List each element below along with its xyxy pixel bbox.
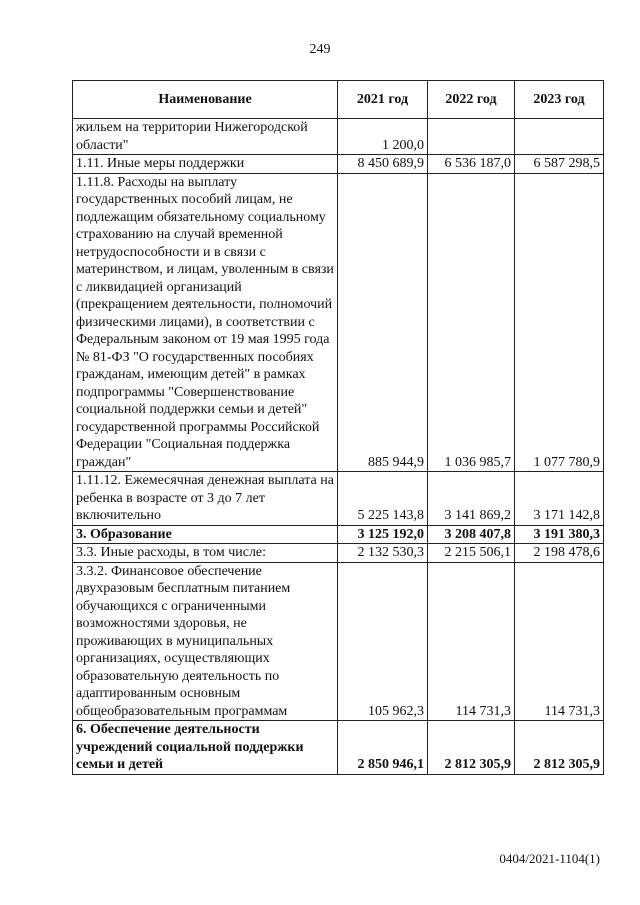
value-2021: 885 944,9 bbox=[338, 173, 428, 472]
value-2023: 3 171 142,8 bbox=[515, 472, 604, 526]
value-2023: 2 198 478,6 bbox=[515, 544, 604, 563]
table-row-section bbox=[73, 525, 604, 544]
value-2023: 114 731,3 bbox=[515, 562, 604, 721]
value-2021: 8 450 689,9 bbox=[338, 155, 428, 174]
row-name: 3.3. Иные расходы, в том числе: bbox=[73, 544, 338, 563]
value-2021: 2 132 530,3 bbox=[338, 544, 428, 563]
page-number: 249 bbox=[309, 42, 331, 57]
value-2021: 105 962,3 bbox=[338, 562, 428, 721]
table-row bbox=[73, 155, 604, 174]
value-2022: 114 731,3 bbox=[428, 562, 515, 721]
row-name: 1.11.8. Расходы на выплату государственных пособий лицам, не подлежащим обязательному социальному страхованию на случай временной нетрудоспособности и в связи с материнством, и лицам, уволенным в связи с ликвидацией организаций (прекращением деятельности, полномочий физическими лицами), в соответствии с Федеральным законом от 19 мая 1995 года № 81-ФЗ "О государственных пособиях гражданам, имеющим детей" в рамках подпрограммы "Совершенствование социальной поддержки семьи и детей" государственной программы Российской Федерации "Социальная поддержка граждан" bbox=[73, 173, 338, 472]
value-2023: 1 077 780,9 bbox=[515, 173, 604, 472]
header-2021: 2021 год bbox=[338, 81, 428, 119]
value-2021: 5 225 143,8 bbox=[338, 472, 428, 526]
value-2021: 3 125 192,0 bbox=[338, 525, 428, 544]
row-name: жильем на территории Нижегородской области" bbox=[73, 119, 338, 155]
table-row bbox=[73, 544, 604, 563]
row-name: 1.11.12. Ежемесячная денежная выплата на ребенка в возрасте от 3 до 7 лет включительно bbox=[73, 472, 338, 526]
value-2023: 3 191 380,3 bbox=[515, 525, 604, 544]
row-name: 3. Образование bbox=[73, 525, 338, 544]
value-2022: 1 036 985,7 bbox=[428, 173, 515, 472]
value-2022: 3 208 407,8 bbox=[428, 525, 515, 544]
table-row bbox=[73, 173, 604, 472]
value-2021: 2 850 946,1 bbox=[338, 721, 428, 775]
row-name: 6. Обеспечение деятельности учреждений социальной поддержки семьи и детей bbox=[73, 721, 338, 775]
header-name: Наименование bbox=[73, 81, 338, 119]
table-row-section bbox=[73, 721, 604, 775]
value-2023: 2 812 305,9 bbox=[515, 721, 604, 775]
value-2022: 6 536 187,0 bbox=[428, 155, 515, 174]
table-header-row bbox=[73, 81, 604, 119]
table-row bbox=[73, 562, 604, 721]
budget-table bbox=[72, 80, 604, 775]
table-row bbox=[73, 472, 604, 526]
row-name: 1.11. Иные меры поддержки bbox=[73, 155, 338, 174]
header-2022: 2022 год bbox=[428, 81, 515, 119]
value-2022: 2 215 506,1 bbox=[428, 544, 515, 563]
table-row bbox=[73, 119, 604, 155]
value-2021: 1 200,0 bbox=[338, 119, 428, 155]
value-2023 bbox=[515, 119, 604, 155]
row-name: 3.3.2. Финансовое обеспечение двухразовым бесплатным питанием обучающихся с ограниченными возможностями здоровья, не проживающих в муниципальных организациях, осуществляющих образовательную деятельность по адаптированным основным общеобразовательным программам bbox=[73, 562, 338, 721]
header-2023: 2023 год bbox=[515, 81, 604, 119]
document-code: 0404/2021-1104(1) bbox=[499, 851, 600, 866]
value-2022: 2 812 305,9 bbox=[428, 721, 515, 775]
value-2022 bbox=[428, 119, 515, 155]
value-2023: 6 587 298,5 bbox=[515, 155, 604, 174]
value-2022: 3 141 869,2 bbox=[428, 472, 515, 526]
